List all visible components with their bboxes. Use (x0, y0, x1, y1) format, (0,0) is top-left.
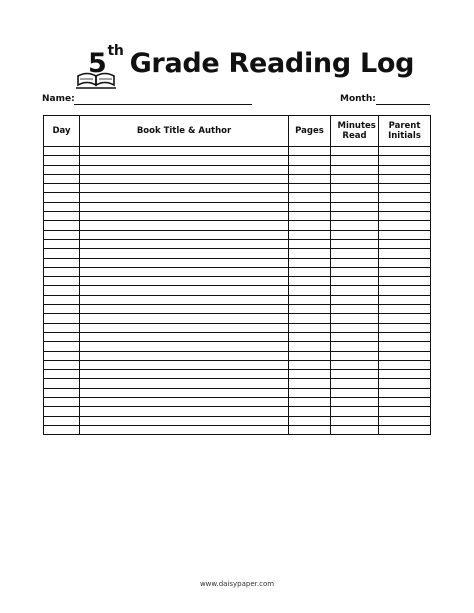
table-row (44, 184, 431, 193)
cell-day[interactable] (44, 416, 80, 425)
cell-minutes[interactable] (331, 267, 379, 276)
cell-initials[interactable] (379, 212, 431, 221)
name-label: Name: (42, 94, 75, 104)
cell-initials[interactable] (379, 360, 431, 369)
cell-initials[interactable] (379, 370, 431, 379)
cell-pages[interactable] (289, 295, 331, 304)
cell-minutes[interactable] (331, 156, 379, 165)
cell-minutes[interactable] (331, 342, 379, 351)
cell-pages[interactable] (289, 323, 331, 332)
table-row (44, 165, 431, 174)
cell-day[interactable] (44, 323, 80, 332)
table-row (44, 388, 431, 397)
cell-minutes[interactable] (331, 305, 379, 314)
cell-minutes[interactable] (331, 147, 379, 156)
cell-initials[interactable] (379, 202, 431, 211)
cell-book[interactable] (80, 370, 289, 379)
cell-book[interactable] (80, 379, 289, 388)
cell-day[interactable] (44, 286, 80, 295)
cell-pages[interactable] (289, 425, 331, 434)
cell-day[interactable] (44, 407, 80, 416)
cell-initials[interactable] (379, 332, 431, 341)
table-header-row (44, 116, 431, 147)
table-row (44, 342, 431, 351)
cell-initials[interactable] (379, 286, 431, 295)
header-minutes-label: Minutes Read (337, 121, 376, 141)
cell-pages[interactable] (289, 342, 331, 351)
cell-pages[interactable] (289, 388, 331, 397)
cell-book[interactable] (80, 258, 289, 267)
cell-book[interactable] (80, 147, 289, 156)
month-field-line[interactable] (376, 104, 430, 105)
cell-day[interactable] (44, 230, 80, 239)
cell-pages[interactable] (289, 286, 331, 295)
cell-initials[interactable] (379, 156, 431, 165)
table-row (44, 212, 431, 221)
cell-initials[interactable] (379, 351, 431, 360)
cell-pages[interactable] (289, 174, 331, 183)
cell-minutes[interactable] (331, 286, 379, 295)
cell-pages[interactable] (289, 267, 331, 276)
cell-pages[interactable] (289, 351, 331, 360)
cell-book[interactable] (80, 416, 289, 425)
cell-day[interactable] (44, 370, 80, 379)
title-text: Grade Reading Log (129, 48, 415, 79)
cell-book[interactable] (80, 184, 289, 193)
cell-minutes[interactable] (331, 379, 379, 388)
table-row (44, 174, 431, 183)
cell-initials[interactable] (379, 267, 431, 276)
cell-initials[interactable] (379, 249, 431, 258)
table-row (44, 351, 431, 360)
cell-minutes[interactable] (331, 351, 379, 360)
cell-book[interactable] (80, 425, 289, 434)
table-row (44, 267, 431, 276)
header-pages: Pages (289, 116, 331, 147)
table-row (44, 286, 431, 295)
cell-initials[interactable] (379, 398, 431, 407)
table-row (44, 416, 431, 425)
cell-day[interactable] (44, 360, 80, 369)
cell-pages[interactable] (289, 202, 331, 211)
cell-pages[interactable] (289, 258, 331, 267)
table-row (44, 398, 431, 407)
table-row (44, 193, 431, 202)
cell-initials[interactable] (379, 388, 431, 397)
cell-minutes[interactable] (331, 193, 379, 202)
cell-day[interactable] (44, 239, 80, 248)
table-row (44, 249, 431, 258)
table-row (44, 305, 431, 314)
table-row (44, 323, 431, 332)
cell-minutes[interactable] (331, 323, 379, 332)
cell-minutes[interactable] (331, 184, 379, 193)
table-row (44, 221, 431, 230)
cell-minutes[interactable] (331, 249, 379, 258)
cell-minutes[interactable] (331, 398, 379, 407)
header-book-title: Book Title & Author (80, 116, 289, 147)
table-row (44, 156, 431, 165)
footer-url: www.daisypaper.com (199, 580, 275, 588)
cell-minutes[interactable] (331, 221, 379, 230)
cell-minutes[interactable] (331, 425, 379, 434)
header-minutes-read (331, 116, 379, 147)
cell-book[interactable] (80, 202, 289, 211)
cell-day[interactable] (44, 388, 80, 397)
cell-initials[interactable] (379, 416, 431, 425)
cell-book[interactable] (80, 277, 289, 286)
table-row (44, 407, 431, 416)
cell-day[interactable] (44, 314, 80, 323)
cell-book[interactable] (80, 239, 289, 248)
cell-initials[interactable] (379, 379, 431, 388)
header-fields (42, 94, 430, 108)
cell-minutes[interactable] (331, 258, 379, 267)
cell-pages[interactable] (289, 165, 331, 174)
cell-minutes[interactable] (331, 370, 379, 379)
cell-pages[interactable] (289, 379, 331, 388)
cell-pages[interactable] (289, 314, 331, 323)
cell-day[interactable] (44, 174, 80, 183)
cell-initials[interactable] (379, 239, 431, 248)
cell-minutes[interactable] (331, 239, 379, 248)
table-row (44, 230, 431, 239)
cell-day[interactable] (44, 379, 80, 388)
table-row (44, 147, 431, 156)
cell-minutes[interactable] (331, 174, 379, 183)
cell-book[interactable] (80, 398, 289, 407)
cell-minutes[interactable] (331, 332, 379, 341)
cell-pages[interactable] (289, 193, 331, 202)
cell-day[interactable] (44, 212, 80, 221)
cell-initials[interactable] (379, 342, 431, 351)
cell-pages[interactable] (289, 249, 331, 258)
cell-minutes[interactable] (331, 295, 379, 304)
cell-book[interactable] (80, 193, 289, 202)
cell-day[interactable] (44, 332, 80, 341)
table-row (44, 202, 431, 211)
cell-pages[interactable] (289, 212, 331, 221)
cell-pages[interactable] (289, 305, 331, 314)
cell-initials[interactable] (379, 221, 431, 230)
name-field-line[interactable] (74, 104, 252, 105)
cell-initials[interactable] (379, 174, 431, 183)
cell-book[interactable] (80, 360, 289, 369)
cell-book[interactable] (80, 249, 289, 258)
cell-day[interactable] (44, 351, 80, 360)
cell-day[interactable] (44, 425, 80, 434)
cell-pages[interactable] (289, 277, 331, 286)
cell-pages[interactable] (289, 407, 331, 416)
cell-day[interactable] (44, 184, 80, 193)
cell-pages[interactable] (289, 221, 331, 230)
cell-initials[interactable] (379, 193, 431, 202)
cell-minutes[interactable] (331, 212, 379, 221)
header-parent-initials (379, 116, 431, 147)
title-block (76, 43, 415, 96)
cell-day[interactable] (44, 165, 80, 174)
cell-day[interactable] (44, 156, 80, 165)
month-label: Month: (340, 94, 376, 104)
cell-initials[interactable] (379, 305, 431, 314)
cell-minutes[interactable] (331, 416, 379, 425)
cell-initials[interactable] (379, 295, 431, 304)
cell-book[interactable] (80, 305, 289, 314)
cell-pages[interactable] (289, 184, 331, 193)
grade-suffix: th (107, 43, 124, 59)
cell-day[interactable] (44, 193, 80, 202)
cell-day[interactable] (44, 277, 80, 286)
cell-book[interactable] (80, 323, 289, 332)
cell-day[interactable] (44, 221, 80, 230)
cell-book[interactable] (80, 165, 289, 174)
cell-minutes[interactable] (331, 165, 379, 174)
cell-book[interactable] (80, 342, 289, 351)
cell-pages[interactable] (289, 370, 331, 379)
cell-minutes[interactable] (331, 407, 379, 416)
cell-initials[interactable] (379, 425, 431, 434)
cell-initials[interactable] (379, 314, 431, 323)
table-row (44, 360, 431, 369)
table-row (44, 425, 431, 434)
cell-pages[interactable] (289, 230, 331, 239)
cell-initials[interactable] (379, 277, 431, 286)
cell-pages[interactable] (289, 416, 331, 425)
cell-pages[interactable] (289, 398, 331, 407)
cell-pages[interactable] (289, 147, 331, 156)
cell-initials[interactable] (379, 258, 431, 267)
table-row (44, 370, 431, 379)
cell-book[interactable] (80, 174, 289, 183)
cell-minutes[interactable] (331, 314, 379, 323)
cell-book[interactable] (80, 407, 289, 416)
cell-book[interactable] (80, 221, 289, 230)
header-initials-label: Parent Initials (388, 121, 421, 141)
cell-initials[interactable] (379, 165, 431, 174)
cell-book[interactable] (80, 156, 289, 165)
reading-log-table (43, 115, 431, 435)
table-row (44, 332, 431, 341)
page-title (88, 43, 415, 79)
cell-initials[interactable] (379, 230, 431, 239)
cell-minutes[interactable] (331, 202, 379, 211)
cell-day[interactable] (44, 267, 80, 276)
cell-day[interactable] (44, 305, 80, 314)
cell-book[interactable] (80, 314, 289, 323)
cell-book[interactable] (80, 230, 289, 239)
cell-initials[interactable] (379, 147, 431, 156)
cell-pages[interactable] (289, 360, 331, 369)
table-row (44, 258, 431, 267)
header-day: Day (44, 116, 80, 147)
table-row (44, 314, 431, 323)
cell-initials[interactable] (379, 407, 431, 416)
cell-day[interactable] (44, 295, 80, 304)
table-row (44, 239, 431, 248)
cell-book[interactable] (80, 212, 289, 221)
cell-book[interactable] (80, 332, 289, 341)
cell-book[interactable] (80, 267, 289, 276)
cell-book[interactable] (80, 295, 289, 304)
cell-pages[interactable] (289, 332, 331, 341)
cell-minutes[interactable] (331, 277, 379, 286)
cell-book[interactable] (80, 286, 289, 295)
cell-day[interactable] (44, 342, 80, 351)
cell-minutes[interactable] (331, 388, 379, 397)
cell-pages[interactable] (289, 239, 331, 248)
cell-initials[interactable] (379, 184, 431, 193)
cell-day[interactable] (44, 258, 80, 267)
table-row (44, 379, 431, 388)
cell-initials[interactable] (379, 323, 431, 332)
cell-book[interactable] (80, 388, 289, 397)
cell-day[interactable] (44, 202, 80, 211)
cell-day[interactable] (44, 398, 80, 407)
cell-day[interactable] (44, 249, 80, 258)
table-row (44, 277, 431, 286)
grade-number: 5 (88, 48, 107, 79)
cell-pages[interactable] (289, 156, 331, 165)
table-body (44, 147, 431, 435)
cell-book[interactable] (80, 351, 289, 360)
cell-minutes[interactable] (331, 230, 379, 239)
table-row (44, 295, 431, 304)
cell-day[interactable] (44, 147, 80, 156)
cell-minutes[interactable] (331, 360, 379, 369)
